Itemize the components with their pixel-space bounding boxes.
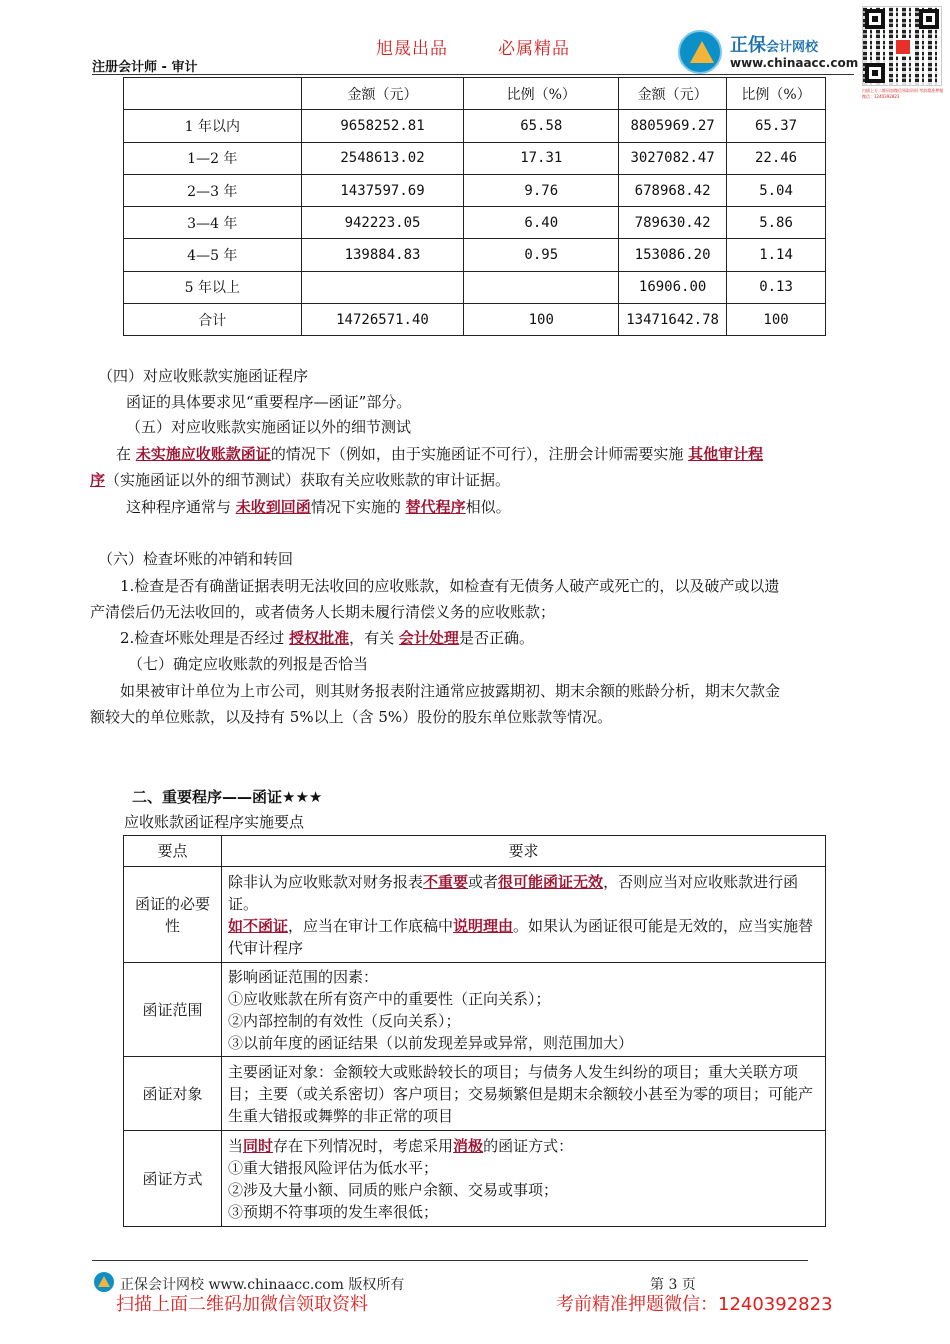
table-header-row xyxy=(124,78,826,110)
section-6-item1-line2: 产清偿后仍无法收回的，或者债务人长期未履行清偿义务的应收账款； xyxy=(90,603,556,621)
table-row xyxy=(124,110,826,142)
section-6-item2: 2.检查坏账处理是否经过 授权批准，有关 会计处理是否正确。 xyxy=(120,629,534,647)
header-key: 要点 xyxy=(124,836,222,867)
row-key-scope: 函证范围 xyxy=(124,963,222,1057)
section-5-paragraph-line3: 这种程序通常与 未收到回函情况下实施的 替代程序相似。 xyxy=(126,498,511,516)
section-4-title: （四）对应收账款实施函证程序 xyxy=(98,367,309,385)
footer-page-number: 第 3 页 xyxy=(650,1277,696,1293)
row-value-objects: 主要函证对象：金额较大或账龄较长的项目；与债务人发生纠纷的项目；重大关联方项目；主要（或关系密切）客户项目；交易频繁但是期末余额较小甚至为零的项目；可能产生重大错报或舞弊的非正常的项目 xyxy=(222,1057,826,1131)
table-cell: 16906.00 xyxy=(619,271,727,303)
table-row xyxy=(124,142,826,174)
table-cell: 1.14 xyxy=(727,239,826,271)
keyword-accounting: 会计处理 xyxy=(398,629,459,647)
doc-title: 注册会计师 - 审计 xyxy=(92,60,198,75)
footer-promo-right: 考前精准押题微信：1240392823 xyxy=(556,1294,833,1315)
table-cell: 100 xyxy=(727,304,826,336)
row-value-method: 当同时存在下列情况时，考虑采用消极的函证方式： ①重大错报风险评估为低水平； ②涉及大量小额、同质的账户余额、交易或事项； ③预期不符事项的发生率很低； xyxy=(222,1131,826,1227)
age-bucket-cell: 2—3 年 xyxy=(124,174,302,206)
slogan-right: 必属精品 xyxy=(498,39,570,59)
table-cell: 3027082.47 xyxy=(619,142,727,174)
keyword-other-procedures: 其他审计程 xyxy=(688,445,764,463)
logo-name: 正保会计网校 xyxy=(730,35,819,56)
table-row xyxy=(124,867,826,963)
footer-logo-icon xyxy=(94,1272,114,1292)
table-cell: 789630.42 xyxy=(619,207,727,239)
table-cell: 942223.05 xyxy=(301,207,464,239)
age-bucket-cell: 1 年以内 xyxy=(124,110,302,142)
table-header-cell xyxy=(124,78,302,110)
table-header-cell: 比例（%） xyxy=(464,78,619,110)
table-row xyxy=(124,271,826,303)
table-row xyxy=(124,304,826,336)
section-7-line2: 额较大的单位账款，以及持有 5%以上（含 5%）股份的股东单位账款等情况。 xyxy=(90,708,613,726)
table-row xyxy=(124,963,826,1057)
keyword-no-reply: 未收到回函 xyxy=(235,498,311,516)
slogan-left: 旭晟出品 xyxy=(376,39,448,59)
table-cell: 6.40 xyxy=(464,207,619,239)
table-cell: 9658252.81 xyxy=(301,110,464,142)
section-2-heading: 二、重要程序——函证★★★ xyxy=(132,788,323,806)
keyword-authorization: 授权批准 xyxy=(289,629,350,647)
keyword-no-confirmation: 未实施应收账款函证 xyxy=(135,445,271,463)
section-6-item1-line1: 1.检查是否有确凿证据表明无法收回的应收账款，如检查有无债务人破产或死亡的，以及破产或以遗 xyxy=(120,577,780,595)
age-bucket-cell: 1—2 年 xyxy=(124,142,302,174)
table-cell xyxy=(301,271,464,303)
section-2-subtitle: 应收账款函证程序实施要点 xyxy=(124,813,305,831)
table-header-cell: 金额（元） xyxy=(301,78,464,110)
table-header-cell: 金额（元） xyxy=(619,78,727,110)
table-cell: 17.31 xyxy=(464,142,619,174)
row-key-objects: 函证对象 xyxy=(124,1057,222,1131)
table-cell: 0.95 xyxy=(464,239,619,271)
table-cell: 9.76 xyxy=(464,174,619,206)
row-value-scope: 影响函证范围的因素： ①应收账款在所有资产中的重要性（正向关系）； ②内部控制的有效性（反向关系）； ③以前年度的函证结果（以前发现差异或异常，则范围加大） xyxy=(222,963,826,1057)
table-cell: 0.13 xyxy=(727,271,826,303)
qr-code-icon xyxy=(862,6,942,86)
table-row xyxy=(124,1057,826,1131)
logo-emblem-icon xyxy=(678,30,722,74)
section-5-paragraph-line1: 在 未实施应收账款函证的情况下（例如，由于实施函证不可行），注册会计师需要实施 其他审计程 xyxy=(116,445,764,463)
aging-table xyxy=(123,77,826,336)
section-7-title: （七）确定应收账款的列报是否恰当 xyxy=(128,655,369,673)
section-5-paragraph-line2: 序（实施函证以外的细节测试）获取有关应收账款的审计证据。 xyxy=(90,471,511,489)
table-cell: 5.04 xyxy=(727,174,826,206)
table-cell: 100 xyxy=(464,304,619,336)
table-cell: 5.86 xyxy=(727,207,826,239)
age-bucket-cell: 合计 xyxy=(124,304,302,336)
table-cell: 22.46 xyxy=(727,142,826,174)
row-value-necessity: 除非认为应收账款对财务报表不重要或者很可能函证无效，否则应当对应收账款进行函证。 如不函证，应当在审计工作底稿中说明理由。如果认为函证很可能是无效的，应当实施替代审计程序 xyxy=(222,867,826,963)
footer-copyright: 正保会计网校 www.chinaacc.com 版权所有 xyxy=(120,1277,405,1293)
footer-divider xyxy=(92,1260,808,1261)
section-4-text: 函证的具体要求见“重要程序—函证”部分。 xyxy=(126,393,412,411)
footer-promo-left: 扫描上面二维码加微信领取资料 xyxy=(116,1294,368,1315)
section-7-line1: 如果被审计单位为上市公司，则其财务报表附注通常应披露期初、期末余额的账龄分析，期末欠款金 xyxy=(120,682,781,700)
table-cell: 65.37 xyxy=(727,110,826,142)
confirmation-table xyxy=(123,835,826,1227)
table-header-row xyxy=(124,836,826,867)
age-bucket-cell: 5 年以上 xyxy=(124,271,302,303)
age-bucket-cell: 3—4 年 xyxy=(124,207,302,239)
table-row xyxy=(124,1131,826,1227)
table-cell: 139884.83 xyxy=(301,239,464,271)
table-header-cell: 比例（%） xyxy=(727,78,826,110)
age-bucket-cell: 4—5 年 xyxy=(124,239,302,271)
table-row xyxy=(124,239,826,271)
table-row xyxy=(124,207,826,239)
header-requirement: 要求 xyxy=(222,836,826,867)
table-cell: 2548613.02 xyxy=(301,142,464,174)
table-cell: 8805969.27 xyxy=(619,110,727,142)
row-key-method: 函证方式 xyxy=(124,1131,222,1227)
table-cell: 65.58 xyxy=(464,110,619,142)
table-cell: 13471642.78 xyxy=(619,304,727,336)
chinaacc-logo[interactable] xyxy=(678,30,859,76)
keyword-alternative-procedures: 替代程序 xyxy=(405,498,466,516)
section-6-title: （六）检查坏账的冲销和转回 xyxy=(98,550,294,568)
logo-url: www.chinaacc.com xyxy=(730,56,859,70)
table-cell: 1437597.69 xyxy=(301,174,464,206)
table-cell: 678968.42 xyxy=(619,174,727,206)
table-cell: 14726571.40 xyxy=(301,304,464,336)
table-cell xyxy=(464,271,619,303)
qr-caption: 扫描上方二维码加微信领取资料 考前精准押题微信：1240392823 xyxy=(862,88,944,99)
table-row xyxy=(124,174,826,206)
row-key-necessity: 函证的必要性 xyxy=(124,867,222,963)
table-cell: 153086.20 xyxy=(619,239,727,271)
section-5-title: （五）对应收账款实施函证以外的细节测试 xyxy=(126,418,412,436)
